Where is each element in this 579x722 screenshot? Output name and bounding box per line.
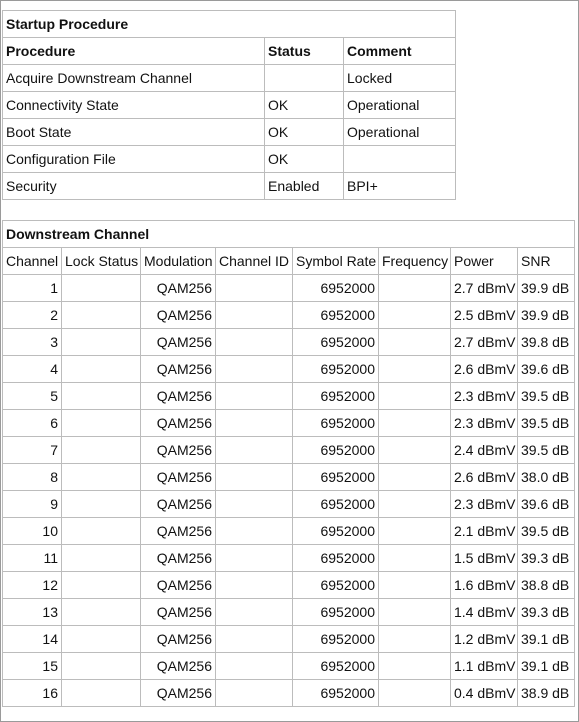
channel-cell: 12	[3, 572, 62, 599]
downstream-header-row	[3, 248, 575, 275]
procedure-cell: Boot State	[3, 119, 265, 146]
frequency-cell	[379, 572, 451, 599]
procedure-cell: Configuration File	[3, 146, 265, 173]
snr-cell: 38.8 dB	[518, 572, 575, 599]
frequency-cell	[379, 653, 451, 680]
power-cell: 2.7 dBmV	[451, 275, 518, 302]
table-row	[3, 92, 456, 119]
snr-cell: 39.3 dB	[518, 545, 575, 572]
frequency-cell	[379, 680, 451, 707]
column-header-procedure: Procedure	[3, 38, 265, 65]
lock-status-cell	[62, 464, 141, 491]
lock-status-cell	[62, 302, 141, 329]
frequency-cell	[379, 599, 451, 626]
channel-cell: 14	[3, 626, 62, 653]
startup-title: Startup Procedure	[3, 11, 456, 38]
lock-status-cell	[62, 491, 141, 518]
power-cell: 2.1 dBmV	[451, 518, 518, 545]
table-row	[3, 65, 456, 92]
column-header-power: Power	[451, 248, 518, 275]
snr-cell: 39.6 dB	[518, 356, 575, 383]
snr-cell: 39.1 dB	[518, 626, 575, 653]
symbol-rate-cell: 6952000	[293, 410, 379, 437]
snr-cell: 38.0 dB	[518, 464, 575, 491]
table-row	[3, 356, 575, 383]
symbol-rate-cell: 6952000	[293, 356, 379, 383]
column-header-modulation: Modulation	[141, 248, 216, 275]
lock-status-cell	[62, 410, 141, 437]
snr-cell: 39.5 dB	[518, 410, 575, 437]
table-row	[3, 275, 575, 302]
frequency-cell	[379, 626, 451, 653]
procedure-cell: Connectivity State	[3, 92, 265, 119]
channel-id-cell	[216, 275, 293, 302]
modulation-cell: QAM256	[141, 599, 216, 626]
lock-status-cell	[62, 275, 141, 302]
table-row	[3, 302, 575, 329]
snr-cell: 39.6 dB	[518, 491, 575, 518]
power-cell: 2.6 dBmV	[451, 464, 518, 491]
status-cell: OK	[265, 119, 344, 146]
lock-status-cell	[62, 680, 141, 707]
symbol-rate-cell: 6952000	[293, 329, 379, 356]
symbol-rate-cell: 6952000	[293, 437, 379, 464]
modulation-cell: QAM256	[141, 410, 216, 437]
frequency-cell	[379, 302, 451, 329]
modulation-cell: QAM256	[141, 626, 216, 653]
status-cell: Enabled	[265, 173, 344, 200]
symbol-rate-cell: 6952000	[293, 302, 379, 329]
channel-id-cell	[216, 572, 293, 599]
power-cell: 1.5 dBmV	[451, 545, 518, 572]
table-row	[3, 329, 575, 356]
snr-cell: 39.9 dB	[518, 275, 575, 302]
lock-status-cell	[62, 653, 141, 680]
startup-header-row	[3, 38, 456, 65]
lock-status-cell	[62, 437, 141, 464]
power-cell: 2.3 dBmV	[451, 383, 518, 410]
symbol-rate-cell: 6952000	[293, 545, 379, 572]
channel-cell: 9	[3, 491, 62, 518]
table-row	[3, 464, 575, 491]
modulation-cell: QAM256	[141, 491, 216, 518]
channel-id-cell	[216, 491, 293, 518]
modulation-cell: QAM256	[141, 545, 216, 572]
modulation-cell: QAM256	[141, 302, 216, 329]
modulation-cell: QAM256	[141, 464, 216, 491]
table-row	[3, 680, 575, 707]
column-header-symbol-rate: Symbol Rate	[293, 248, 379, 275]
channel-cell: 3	[3, 329, 62, 356]
procedure-cell: Acquire Downstream Channel	[3, 65, 265, 92]
power-cell: 1.1 dBmV	[451, 653, 518, 680]
symbol-rate-cell: 6952000	[293, 680, 379, 707]
modulation-cell: QAM256	[141, 653, 216, 680]
snr-cell: 39.5 dB	[518, 518, 575, 545]
channel-cell: 7	[3, 437, 62, 464]
frequency-cell	[379, 464, 451, 491]
lock-status-cell	[62, 329, 141, 356]
table-row	[3, 383, 575, 410]
column-header-lock-status: Lock Status	[62, 248, 141, 275]
frequency-cell	[379, 329, 451, 356]
symbol-rate-cell: 6952000	[293, 599, 379, 626]
modulation-cell: QAM256	[141, 356, 216, 383]
lock-status-cell	[62, 599, 141, 626]
frequency-cell	[379, 518, 451, 545]
table-row	[3, 119, 456, 146]
channel-id-cell	[216, 356, 293, 383]
symbol-rate-cell: 6952000	[293, 653, 379, 680]
lock-status-cell	[62, 545, 141, 572]
status-cell	[265, 65, 344, 92]
table-row	[3, 599, 575, 626]
frequency-cell	[379, 275, 451, 302]
table-row	[3, 653, 575, 680]
power-cell: 2.3 dBmV	[451, 491, 518, 518]
comment-cell: Operational	[344, 92, 456, 119]
channel-id-cell	[216, 302, 293, 329]
modulation-cell: QAM256	[141, 680, 216, 707]
channel-id-cell	[216, 383, 293, 410]
power-cell: 0.4 dBmV	[451, 680, 518, 707]
channel-cell: 15	[3, 653, 62, 680]
symbol-rate-cell: 6952000	[293, 491, 379, 518]
frequency-cell	[379, 410, 451, 437]
symbol-rate-cell: 6952000	[293, 383, 379, 410]
channel-id-cell	[216, 329, 293, 356]
channel-id-cell	[216, 437, 293, 464]
channel-cell: 10	[3, 518, 62, 545]
power-cell: 1.4 dBmV	[451, 599, 518, 626]
channel-cell: 6	[3, 410, 62, 437]
modulation-cell: QAM256	[141, 572, 216, 599]
lock-status-cell	[62, 518, 141, 545]
channel-cell: 4	[3, 356, 62, 383]
table-row	[3, 626, 575, 653]
power-cell: 2.5 dBmV	[451, 302, 518, 329]
lock-status-cell	[62, 383, 141, 410]
snr-cell: 39.3 dB	[518, 599, 575, 626]
channel-id-cell	[216, 464, 293, 491]
comment-cell: Operational	[344, 119, 456, 146]
column-header-comment: Comment	[344, 38, 456, 65]
modulation-cell: QAM256	[141, 383, 216, 410]
power-cell: 2.3 dBmV	[451, 410, 518, 437]
channel-cell: 16	[3, 680, 62, 707]
frequency-cell	[379, 437, 451, 464]
table-row	[3, 518, 575, 545]
comment-cell	[344, 146, 456, 173]
channel-cell: 11	[3, 545, 62, 572]
lock-status-cell	[62, 356, 141, 383]
channel-id-cell	[216, 653, 293, 680]
symbol-rate-cell: 6952000	[293, 275, 379, 302]
column-header-channel: Channel	[3, 248, 62, 275]
snr-cell: 39.8 dB	[518, 329, 575, 356]
power-cell: 1.6 dBmV	[451, 572, 518, 599]
table-row	[3, 491, 575, 518]
power-cell: 2.7 dBmV	[451, 329, 518, 356]
power-cell: 2.6 dBmV	[451, 356, 518, 383]
modulation-cell: QAM256	[141, 329, 216, 356]
table-row	[3, 146, 456, 173]
symbol-rate-cell: 6952000	[293, 626, 379, 653]
channel-cell: 5	[3, 383, 62, 410]
startup-procedure-table	[2, 10, 456, 200]
channel-cell: 13	[3, 599, 62, 626]
procedure-cell: Security	[3, 173, 265, 200]
table-row	[3, 410, 575, 437]
lock-status-cell	[62, 626, 141, 653]
modulation-cell: QAM256	[141, 518, 216, 545]
comment-cell: Locked	[344, 65, 456, 92]
symbol-rate-cell: 6952000	[293, 518, 379, 545]
column-header-snr: SNR	[518, 248, 575, 275]
snr-cell: 39.1 dB	[518, 653, 575, 680]
lock-status-cell	[62, 572, 141, 599]
startup-title-row	[3, 11, 456, 38]
snr-cell: 39.9 dB	[518, 302, 575, 329]
table-row	[3, 545, 575, 572]
snr-cell: 38.9 dB	[518, 680, 575, 707]
downstream-title: Downstream Channel	[3, 221, 575, 248]
frequency-cell	[379, 491, 451, 518]
channel-id-cell	[216, 599, 293, 626]
channel-id-cell	[216, 626, 293, 653]
comment-cell: BPI+	[344, 173, 456, 200]
frequency-cell	[379, 383, 451, 410]
power-cell: 1.2 dBmV	[451, 626, 518, 653]
frequency-cell	[379, 356, 451, 383]
snr-cell: 39.5 dB	[518, 383, 575, 410]
channel-id-cell	[216, 680, 293, 707]
frequency-cell	[379, 545, 451, 572]
channel-id-cell	[216, 410, 293, 437]
status-cell: OK	[265, 146, 344, 173]
column-header-status: Status	[265, 38, 344, 65]
power-cell: 2.4 dBmV	[451, 437, 518, 464]
column-header-channel-id: Channel ID	[216, 248, 293, 275]
column-header-frequency: Frequency	[379, 248, 451, 275]
channel-cell: 2	[3, 302, 62, 329]
channel-cell: 1	[3, 275, 62, 302]
channel-id-cell	[216, 545, 293, 572]
downstream-channel-table	[2, 220, 575, 707]
table-row	[3, 437, 575, 464]
symbol-rate-cell: 6952000	[293, 464, 379, 491]
modulation-cell: QAM256	[141, 275, 216, 302]
modulation-cell: QAM256	[141, 437, 216, 464]
channel-cell: 8	[3, 464, 62, 491]
channel-id-cell	[216, 518, 293, 545]
table-row	[3, 572, 575, 599]
snr-cell: 39.5 dB	[518, 437, 575, 464]
downstream-title-row	[3, 221, 575, 248]
status-cell: OK	[265, 92, 344, 119]
table-row	[3, 173, 456, 200]
symbol-rate-cell: 6952000	[293, 572, 379, 599]
